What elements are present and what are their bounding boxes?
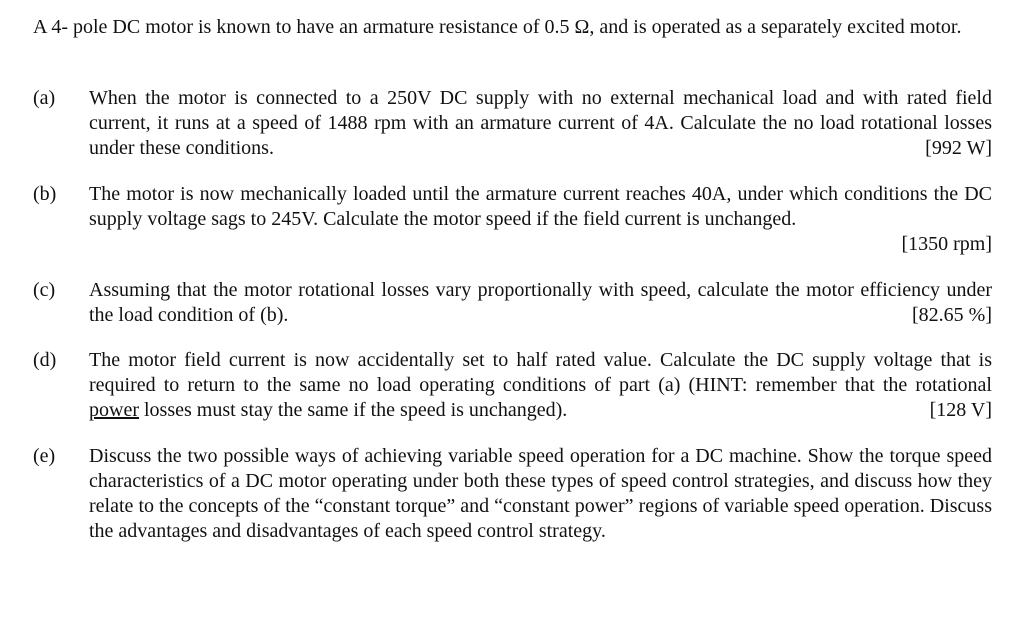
question-label: (c) xyxy=(33,279,56,301)
answer: [992 W] xyxy=(925,137,992,159)
question-text: The motor field current is now accidentally set to half rated value. Calculate the DC supply voltage that is required to return to the same no load operating conditions of part (a) (HINT: remember that the rotational xyxy=(89,349,992,396)
question-text: Assuming that the motor rotational losses vary proportionally with speed, calculate the motor efficiency under the load condition of (b). xyxy=(89,279,992,326)
answer: [82.65 %] xyxy=(912,304,992,326)
underlined-word: power xyxy=(89,399,139,421)
question-label: (b) xyxy=(33,183,57,205)
problem-intro: A 4- pole DC motor is known to have an armature resistance of 0.5 Ω, and is operated as a separately excited motor. xyxy=(33,16,962,38)
question-text: When the motor is connected to a 250V DC supply with no external mechanical load and with rated field current, it runs at a speed of 1488 rpm with an armature current of 4A. Calculate the no load rotational losses under these conditions. xyxy=(89,87,992,159)
question-label: (d) xyxy=(33,349,57,371)
answer: [128 V] xyxy=(929,399,992,421)
question-text: The motor is now mechanically loaded until the armature current reaches 40A, under which conditions the DC supply voltage sags to 245V. Calculate the motor speed if the field current is unchanged. xyxy=(89,183,992,230)
question-b xyxy=(33,182,992,257)
question-label: (a) xyxy=(33,87,56,109)
question-text: Discuss the two possible ways of achieving variable speed operation for a DC machine. Show the torque speed characteristics of a DC motor operating under both these types of speed control strategies, and discuss how they relate to the concepts of the “constant torque” and “constant power” regions of variable speed operation. Discuss the advantages and disadvantages of each speed control strategy. xyxy=(89,445,992,542)
question-text-cont: losses must stay the same if the speed is unchanged). xyxy=(138,399,568,421)
question-label: (e) xyxy=(33,445,56,467)
question-d xyxy=(33,348,992,423)
answer: [1350 rpm] xyxy=(901,233,992,255)
question-e xyxy=(33,444,992,544)
question-c xyxy=(33,278,992,328)
question-a xyxy=(33,86,992,161)
